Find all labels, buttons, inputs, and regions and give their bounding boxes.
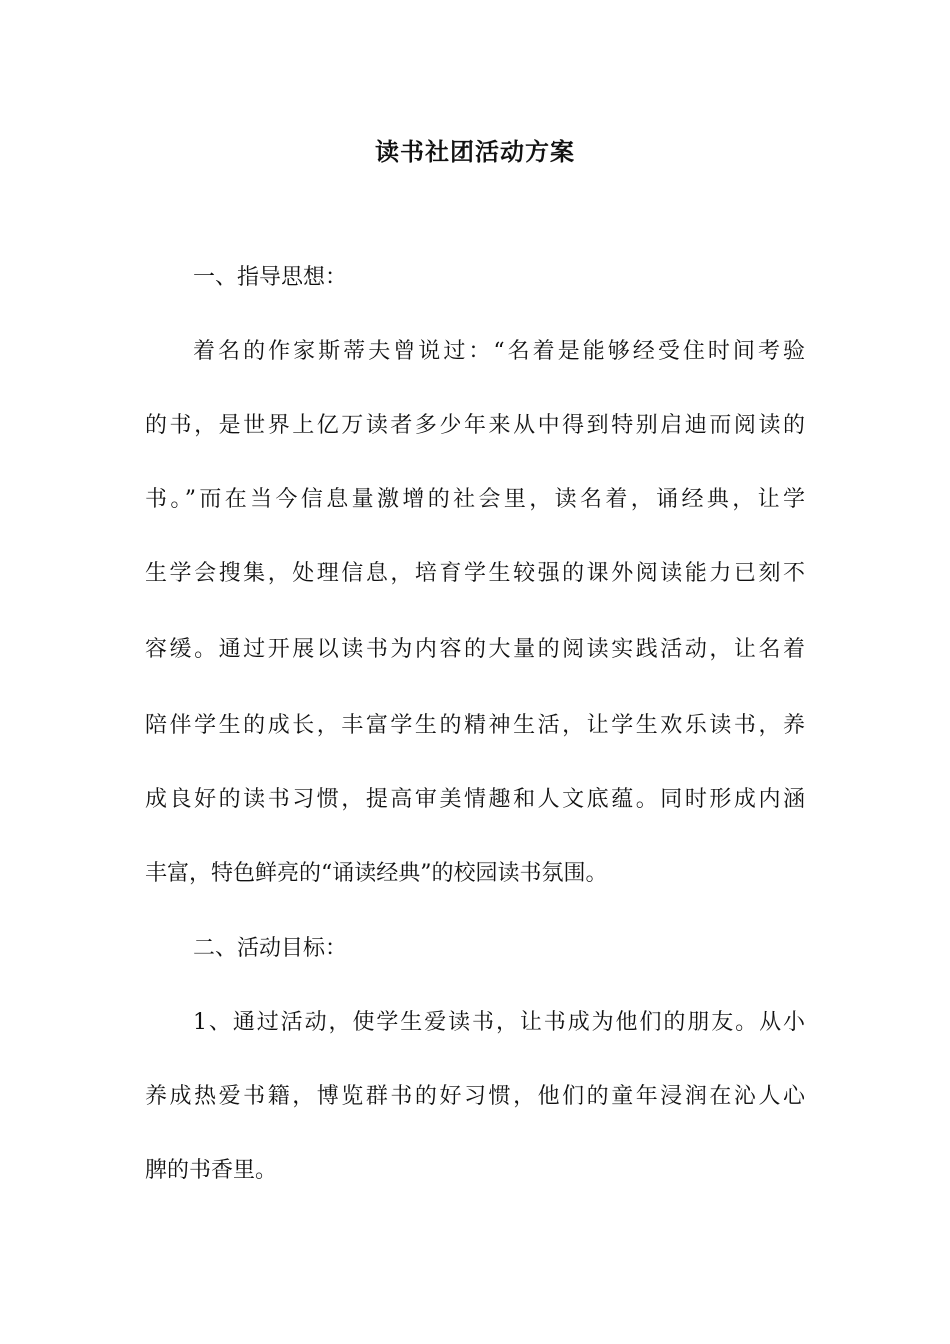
paragraph-line: 着名的作家斯蒂夫曾说过：“名着是能够经受住时间考验: [193, 339, 805, 364]
paragraph-line: 养成热爱书籍，博览群书的好习惯，他们的童年浸润在沁人心: [145, 1084, 805, 1109]
paragraph-line: 脾的书香里。: [145, 1158, 278, 1183]
paragraph-line: 成良好的读书习惯，提高审美情趣和人文底蕴。同时形成内涵: [145, 787, 805, 812]
paragraph-line: 丰富，特色鲜亮的“诵读经典”的校园读书氛围。: [145, 861, 608, 886]
paragraph-line: 的书，是世界上亿万读者多少年来从中得到特别启迪而阅读的: [145, 413, 805, 438]
paragraph-line: 书。”而在当今信息量激增的社会里，读名着，诵经典，让学: [145, 487, 805, 512]
document-title: 读书社团活动方案: [375, 137, 575, 166]
section-heading-activity-goals: 二、活动目标：: [193, 936, 348, 961]
paragraph-line: 容缓。通过开展以读书为内容的大量的阅读实践活动，让名着: [145, 637, 805, 662]
section-heading-guiding-thought: 一、指导思想：: [193, 265, 348, 290]
paragraph-line: 陪伴学生的成长，丰富学生的精神生活，让学生欢乐读书，养: [145, 713, 805, 738]
paragraph-line: 生学会搜集，处理信息，培育学生较强的课外阅读能力已刻不: [145, 561, 805, 586]
paragraph-line: 1、通过活动，使学生爱读书，让书成为他们的朋友。从小: [193, 1010, 805, 1035]
